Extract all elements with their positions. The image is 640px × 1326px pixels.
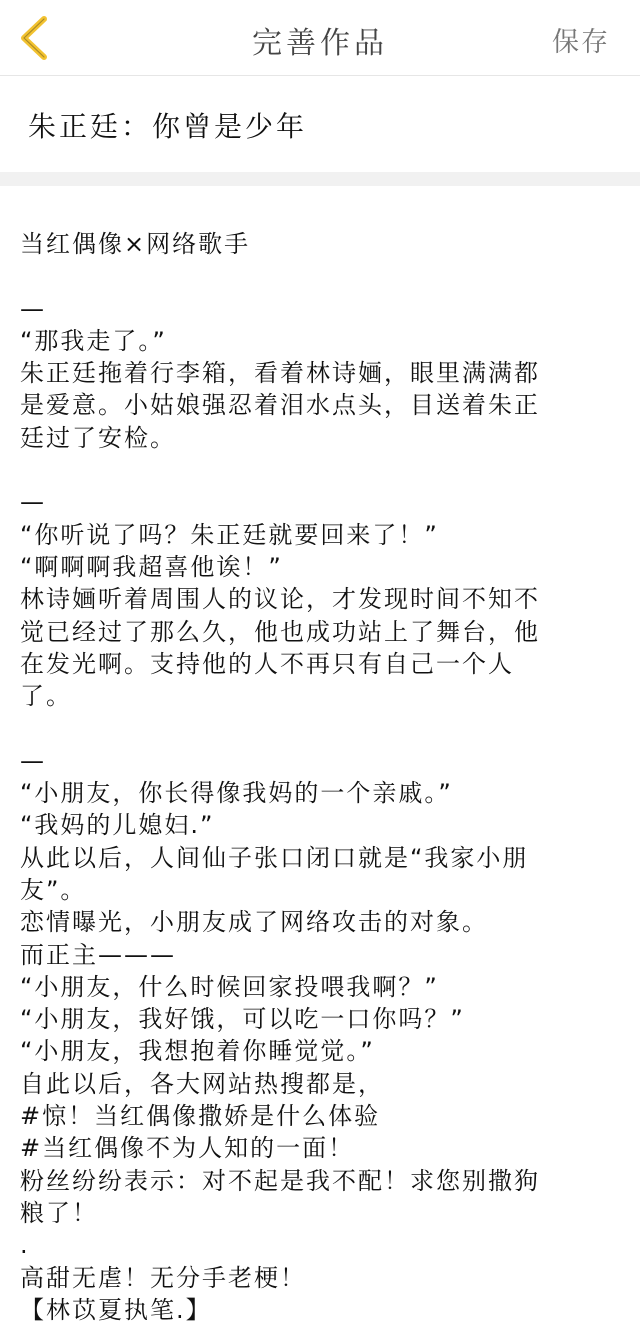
description-line: . — [20, 1231, 30, 1260]
description-text-area[interactable] — [20, 228, 620, 1326]
description-line: 从此以后，人间仙子张口闭口就是“我家小朋 — [20, 843, 529, 872]
description-line: 朱正廷拖着行李箱，看着林诗婳，眼里满满都 — [20, 359, 540, 388]
description-line — [20, 712, 620, 744]
description-line: 是爱意。小姑娘强忍着泪水点头，目送着朱正 — [20, 391, 540, 420]
description-line: — — [20, 746, 46, 775]
description-line: 林诗婳听着周围人的议论，才发现时间不知不 — [20, 585, 540, 614]
description-line: 粮了！ — [20, 1198, 98, 1227]
work-title: 朱正廷：你曾是少年 — [28, 110, 308, 143]
description-line: “小朋友，我好饿，可以吃一口你吗？” — [20, 1005, 465, 1034]
description-line: 恋情曝光，小朋友成了网络攻击的对象。 — [20, 908, 488, 937]
description-line: 当红偶像×网络歌手 — [20, 230, 251, 258]
description-line: 在发光啊。支持他的人不再只有自己一个人 — [20, 649, 514, 678]
section-divider — [0, 172, 640, 186]
description-line: — — [20, 294, 46, 323]
description-line: #当红偶像不为人知的一面！ — [20, 1134, 355, 1163]
description-line: 自此以后，各大网站热搜都是， — [20, 1069, 384, 1098]
description-line: 觉已经过了那么久，他也成功站上了舞台，他 — [20, 617, 540, 646]
work-title-field[interactable] — [0, 77, 640, 172]
description-line: — — [20, 488, 46, 517]
description-line: “小朋友，你长得像我妈的一个亲戚。” — [20, 779, 453, 808]
description-line: “小朋友，我想抱着你睡觉觉。” — [20, 1037, 375, 1066]
description-line: 而正主——— — [20, 940, 176, 969]
description-line: 廷过了安检。 — [20, 423, 176, 452]
description-line: 高甜无虐！无分手老梗！ — [20, 1263, 306, 1292]
description-line: “小朋友，什么时候回家投喂我啊？” — [20, 972, 439, 1001]
description-line: “那我走了。” — [20, 326, 167, 355]
description-line — [20, 454, 620, 486]
description-line: “我妈的儿媳妇.” — [20, 811, 215, 840]
description-line — [20, 260, 620, 292]
save-button[interactable]: 保存 — [552, 27, 610, 58]
description-line: 了。 — [20, 682, 72, 711]
page-title: 完善作品 — [252, 26, 388, 61]
description-line: “你听说了吗？朱正廷就要回来了！” — [20, 520, 439, 549]
description-line: 粉丝纷纷表示：对不起是我不配！求您别撒狗 — [20, 1166, 540, 1195]
description-line: “啊啊啊我超喜他诶！” — [20, 552, 283, 581]
description-line: 友”。 — [20, 875, 87, 904]
description-line: #惊！当红偶像撒娇是什么体验 — [20, 1102, 381, 1131]
description-line: 【林苡夏执笔.】 — [20, 1295, 212, 1324]
navigation-bar — [0, 0, 640, 76]
